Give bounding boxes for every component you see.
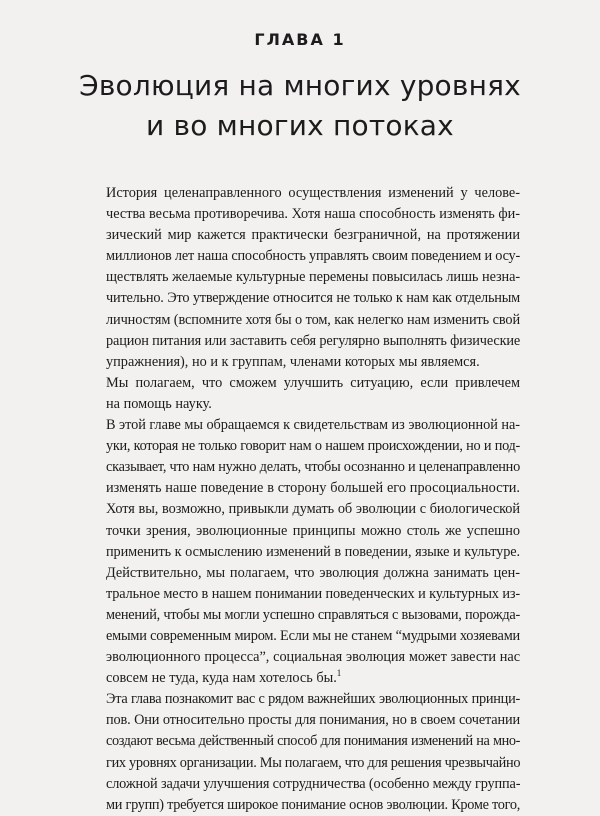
text-line: Мы полагаем, что сможем улучшить ситуацию, если привлечем bbox=[106, 374, 520, 391]
text-line: создают весьма действенный способ для понимания изменений на мно- bbox=[106, 733, 520, 750]
text-line: ми групп) требуется широкое понимание основ эволюции. Кроме того, bbox=[106, 796, 520, 813]
chapter-title-line-1: Эволюция на многих уровнях bbox=[79, 69, 521, 102]
text-line: миллионов лет наша способность управлять своим поведением и осу- bbox=[106, 248, 521, 265]
text-line: рацион питания или заставить себя регулярно выполнять физические bbox=[106, 332, 521, 349]
body-text bbox=[86, 183, 520, 816]
text-line: на помощь науку. bbox=[106, 395, 212, 412]
text-line: чительно. Это утверждение относится не только к нам как отдельным bbox=[106, 290, 520, 307]
text-line: эволюционного процесса”, социальная эволюция может завести нас bbox=[106, 649, 520, 666]
paragraph-2 bbox=[86, 373, 520, 415]
chapter-label: ГЛАВА 1 bbox=[254, 30, 346, 49]
text-line: менений, чтобы мы могли успешно справляться с вызовами, порожда- bbox=[106, 606, 520, 623]
text-line: применить к осмыслению изменений в поведении, языке и культуре. bbox=[106, 543, 520, 560]
text-line: Действительно, мы полагаем, что эволюция должна занимать цен- bbox=[106, 564, 520, 581]
text-line: гих уровнях организации. Мы полагаем, что для решения чрезвычайно bbox=[106, 754, 521, 771]
paragraph-4 bbox=[86, 689, 520, 816]
text-line: ществлять желаемые культурные перемены повысилась лишь незна- bbox=[106, 269, 520, 286]
text-line: Эта глава познакомит вас с рядом важнейших эволюционных принци- bbox=[106, 691, 520, 708]
text-line: личностям (вспомните хотя бы о том, как нелегко нам изменить свой bbox=[106, 311, 520, 328]
text-line: упражнения), но и к группам, членами которых мы являемся. bbox=[106, 353, 480, 370]
text-line: точки зрения, эволюционные принципы можно столь же успешно bbox=[106, 522, 520, 539]
text-line-with-footnote bbox=[86, 668, 520, 689]
text-line: уки, которая не только говорит нам о нашем происхождении, но и под- bbox=[106, 438, 520, 455]
paragraph-1 bbox=[86, 183, 520, 373]
text-line: тральное место в нашем понимании поведенческих и культурных из- bbox=[106, 585, 520, 602]
text-line: пов. Они относительно просты для понимания, но в своем сочетании bbox=[106, 712, 520, 729]
chapter-title bbox=[0, 66, 600, 146]
text-line: совсем не туда, куда нам хотелось бы. bbox=[106, 670, 337, 687]
text-line: История целенаправленного осуществления изменений у челове- bbox=[106, 185, 520, 201]
text-line: Хотя вы, возможно, привыкли думать об эволюции с биологической bbox=[106, 501, 520, 518]
text-line: В этой главе мы обращаемся к свидетельствам из эволюционной на- bbox=[106, 417, 520, 434]
text-line: емыми современным миром. Если мы не станем “мудрыми хозяевами bbox=[106, 627, 520, 644]
text-line: чества весьма противоречива. Хотя наша способность изменять фи- bbox=[106, 206, 520, 223]
footnote-marker[interactable]: 1 bbox=[336, 668, 342, 679]
text-line: зический мир кажется практически безграничной, на протяжении bbox=[106, 227, 520, 244]
paragraph-3 bbox=[86, 415, 520, 689]
text-line: сложной задачи улучшения сотрудничества (особенно между группа- bbox=[106, 775, 521, 792]
chapter-title-line-2: и во многих потоках bbox=[146, 109, 454, 142]
text-line: сказывает, что нам нужно делать, чтобы осознанно и целенаправленно bbox=[106, 459, 520, 476]
text-line: изменять наше поведение в сторону большей его просоциальности. bbox=[106, 480, 520, 497]
